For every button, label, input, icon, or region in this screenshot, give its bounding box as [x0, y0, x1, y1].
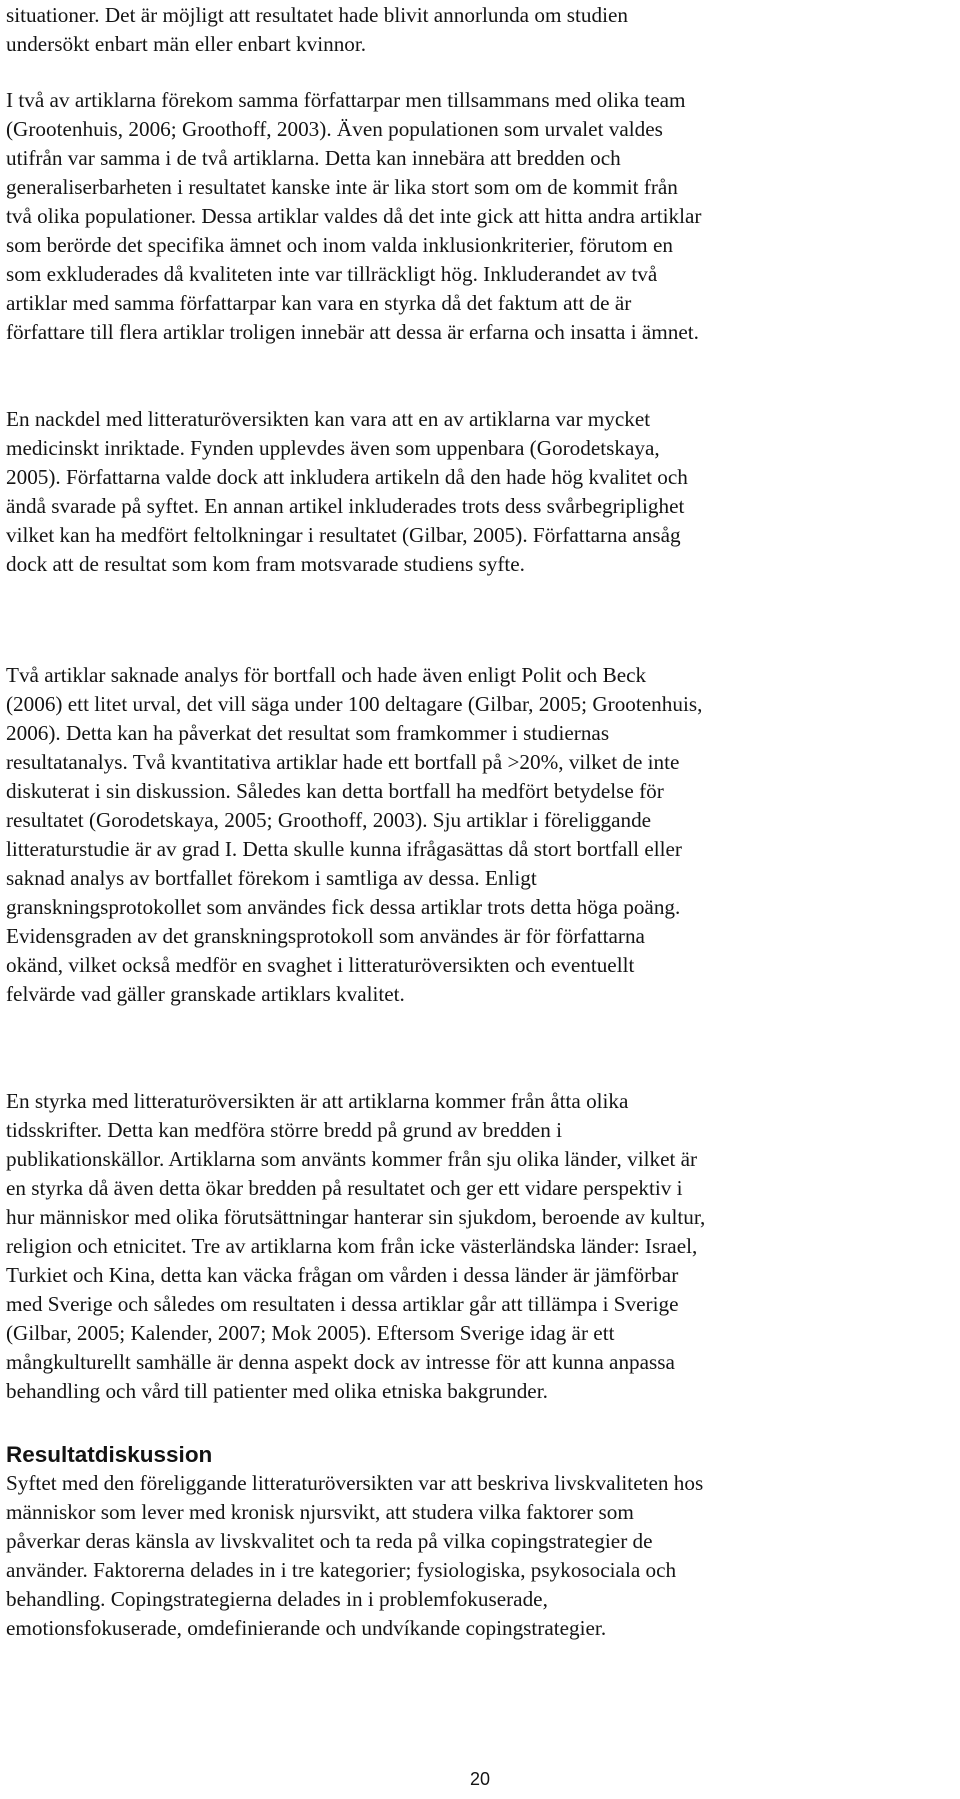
- text-line: Turkiet och Kina, detta kan väcka frågan om vården i dessa länder är jämförbar: [6, 1263, 679, 1287]
- text-line: situationer. Det är möjligt att resultatet hade blivit annorlunda om studien: [6, 3, 628, 27]
- text-line: (2006) ett litet urval, det vill säga under 100 deltagare (Gilbar, 2005; Grootenhuis,: [6, 692, 703, 716]
- text-line: påverkar deras känsla av livskvalitet och ta reda på vilka copingstrategier de: [6, 1529, 653, 1553]
- text-line: En nackdel med litteraturöversikten kan vara att en av artiklarna var mycket: [6, 407, 651, 431]
- text-line: (Gilbar, 2005; Kalender, 2007; Mok 2005). Eftersom Sverige idag är ett: [6, 1321, 615, 1345]
- text-line: undersökt enbart män eller enbart kvinnor.: [6, 32, 367, 56]
- text-line: som exkluderades då kvaliteten inte var tillräckligt hög. Inkluderandet av två: [6, 262, 658, 286]
- text-line: saknad analys av bortfallet förekom i samtliga av dessa. Enligt: [6, 866, 537, 890]
- section-heading: Resultatdiskussion: [6, 1442, 213, 1467]
- text-line: felvärde vad gäller granskade artiklars kvalitet.: [6, 982, 405, 1006]
- text-line: människor som lever med kronisk njursvikt, att studera vilka faktorer som: [6, 1500, 634, 1524]
- text-line: I två av artiklarna förekom samma författarpar men tillsammans med olika team: [6, 88, 686, 112]
- section-paragraph: [6, 1469, 703, 1643]
- text-line: Syftet med den föreliggande litteraturöversikten var att beskriva livskvaliteten hos: [6, 1471, 704, 1495]
- text-line: mångkulturellt samhälle är denna aspekt dock av intresse för att kunna anpassa: [6, 1350, 675, 1374]
- text-line: 2006). Detta kan ha påverkat det resultat som framkommer i studiernas: [6, 721, 610, 745]
- text-line: religion och etnicitet. Tre av artiklarna kom från icke västerländska länder: Israel,: [6, 1234, 698, 1258]
- text-line: ändå svarade på syftet. En annan artikel inkluderades trots dess svårbegriplighet: [6, 494, 685, 518]
- text-line: emotionsfokuserade, omdefinierande och undvíkande copingstrategier.: [6, 1616, 607, 1640]
- paragraph-4: [6, 661, 702, 1009]
- text-line: okänd, vilket också medför en svaghet i litteraturöversikten och eventuellt: [6, 953, 635, 977]
- text-line: 2005). Författarna valde dock att inkludera artikeln då den hade hög kvalitet och: [6, 465, 688, 489]
- text-line: som berörde det specifika ämnet och inom valda inklusionkriterier, förutom en: [6, 233, 673, 257]
- page-number: 20: [469, 1769, 491, 1789]
- text-line: författare till flera artiklar troligen innebär att dessa är erfarna och insatta i ämnet.: [6, 320, 699, 344]
- paragraph-1: [6, 1, 628, 59]
- text-line: En styrka med litteraturöversikten är att artiklarna kommer från åtta olika: [6, 1089, 629, 1113]
- text-line: tidsskrifter. Detta kan medföra större bredd på grund av bredden i: [6, 1118, 562, 1142]
- text-line: diskuterat i sin diskussion. Således kan detta bortfall ha medfört betydelse för: [6, 779, 664, 803]
- paragraph-3: [6, 405, 688, 579]
- text-line: en styrka då även detta ökar bredden på resultatet och ger ett vidare perspektiv i: [6, 1176, 683, 1200]
- text-line: dock att de resultat som kom fram motsvarade studiens syfte.: [6, 552, 525, 576]
- text-line: artiklar med samma författarpar kan vara en styrka då det faktum att de är: [6, 291, 632, 315]
- text-line: med Sverige och således om resultaten i dessa artiklar går att tillämpa i Sverige: [6, 1292, 679, 1316]
- text-line: generaliserbarheten i resultatet kanske inte är lika stort som om de kommit från: [6, 175, 678, 199]
- text-line: Evidensgraden av det granskningsprotokoll som användes är för författarna: [6, 924, 645, 948]
- text-line: behandling. Copingstrategierna delades in i problemfokuserade,: [6, 1587, 548, 1611]
- text-line: (Grootenhuis, 2006; Groothoff, 2003). Även populationen som urvalet valdes: [6, 117, 663, 141]
- text-line: två olika populationer. Dessa artiklar valdes då det inte gick att hitta andra artiklar: [6, 204, 702, 228]
- text-line: litteraturstudie är av grad I. Detta skulle kunna ifrågasättas då stort bortfall eller: [6, 837, 682, 861]
- paragraph-5: [6, 1087, 705, 1406]
- text-line: vilket kan ha medfört feltolkningar i resultatet (Gilbar, 2005). Författarna ansåg: [6, 523, 681, 547]
- text-line: hur människor med olika förutsättningar hanterar sin sjukdom, beroende av kultur,: [6, 1205, 706, 1229]
- text-line: behandling och vård till patienter med olika etniska bakgrunder.: [6, 1379, 548, 1403]
- text-line: resultatet (Gorodetskaya, 2005; Groothoff, 2003). Sju artiklar i föreliggande: [6, 808, 652, 832]
- text-line: utifrån var samma i de två artiklarna. Detta kan innebära att bredden och: [6, 146, 621, 170]
- paragraph-2: [6, 86, 701, 347]
- text-line: publikationskällor. Artiklarna som använts kommer från sju olika länder, vilket är: [6, 1147, 698, 1171]
- text-line: Två artiklar saknade analys för bortfall och hade även enligt Polit och Beck: [6, 663, 647, 687]
- text-line: medicinskt inriktade. Fynden upplevdes även som uppenbara (Gorodetskaya,: [6, 436, 660, 460]
- text-line: använder. Faktorerna delades in i tre kategorier; fysiologiska, psykosociala och: [6, 1558, 677, 1582]
- text-line: granskningsprotokollet som användes fick dessa artiklar trots detta höga poäng.: [6, 895, 681, 919]
- text-line: resultatanalys. Två kvantitativa artiklar hade ett bortfall på >20%, vilket de inte: [6, 750, 680, 774]
